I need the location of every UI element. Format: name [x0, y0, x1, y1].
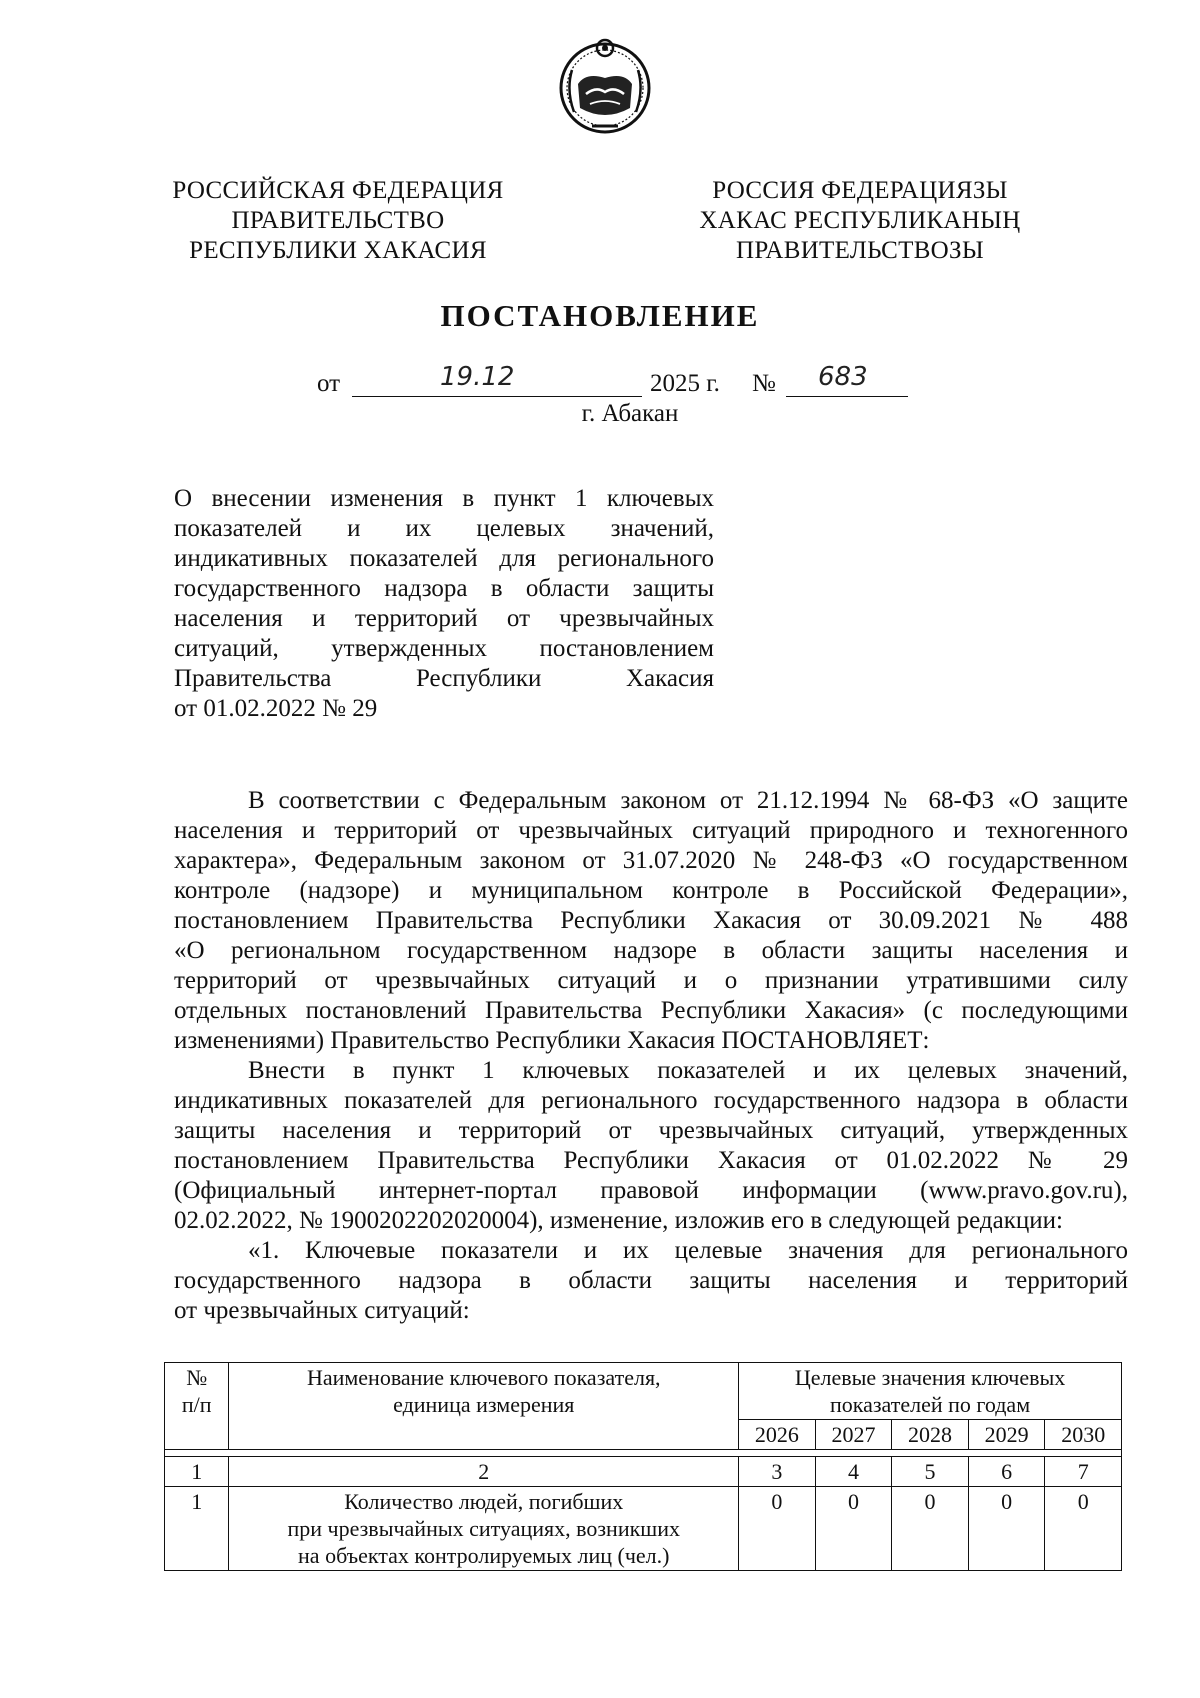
subject-line: показателей и их целевых значений,: [174, 515, 714, 542]
body-line: населения и территорий от чрезвычайных ситуаций природного и техногенного: [174, 817, 1128, 844]
year-header: 2026: [739, 1420, 816, 1450]
subject-line: индикативных показателей для регионального: [174, 545, 714, 572]
subject-line: населения и территорий от чрезвычайных: [174, 605, 714, 632]
year-header: 2028: [892, 1420, 969, 1450]
body-line: (Официальный интернет-портал правовой информации (www.pravo.gov.ru),: [174, 1177, 1128, 1204]
body-line: «1. Ключевые показатели и их целевые значения для регионального: [248, 1237, 1128, 1264]
table-numbering-row: [165, 1457, 1122, 1487]
numbering-cell: 2: [229, 1457, 739, 1487]
table-row: [165, 1487, 1122, 1571]
handwritten-date: 19.12: [440, 362, 515, 392]
body-line: индикативных показателей для регионального государственного надзора в области: [174, 1087, 1128, 1114]
body-line: изменениями) Правительство Республики Хакасия ПОСТАНОВЛЯЕТ:: [174, 1027, 930, 1054]
date-line: [0, 362, 1200, 400]
subject-line: О внесении изменения в пункт 1 ключевых: [174, 485, 714, 512]
body-line: отдельных постановлений Правительства Республики Хакасия» (с последующими: [174, 997, 1128, 1024]
numbering-cell: 5: [892, 1457, 969, 1487]
kpi-table: [164, 1362, 1122, 1571]
header-right-line: ХАКАС РЕСПУБЛИКАНЫҢ: [699, 207, 1021, 234]
row-value-cell: 0: [815, 1487, 892, 1571]
body-line: постановлением Правительства Республики Хакасия от 01.02.2022 № 29: [174, 1147, 1128, 1174]
col-name-header: Наименование ключевого показателя, единица измерения: [229, 1363, 739, 1450]
body-text: [174, 786, 1128, 1326]
table-header-row: [165, 1363, 1122, 1420]
header-right-line: РОССИЯ ФЕДЕРАЦИЯЗЫ: [712, 177, 1008, 204]
body-line: В соответствии с Федеральным законом от 21.12.1994 № 68-ФЗ «О защите: [248, 787, 1128, 814]
table-spacer-cell: [165, 1450, 1122, 1457]
body-line: государственного надзора в области защиты населения и территорий: [174, 1267, 1128, 1294]
row-value-cell: 0: [1045, 1487, 1122, 1571]
header-left-line: ПРАВИТЕЛЬСТВО: [231, 207, 445, 234]
subject-block: [174, 484, 714, 724]
body-line: «О региональном государственном надзоре в области защиты населения и: [174, 937, 1128, 964]
header-left-block: [128, 176, 548, 266]
document-title: ПОСТАНОВЛЕНИЕ: [440, 298, 760, 333]
table-spacer-row: [165, 1450, 1122, 1457]
numbering-cell: 7: [1045, 1457, 1122, 1487]
date-from-label: от: [317, 370, 341, 397]
year-header: 2029: [968, 1420, 1045, 1450]
body-line: от чрезвычайных ситуаций:: [174, 1297, 470, 1324]
date-year: 2025 г.: [650, 370, 720, 397]
numbering-cell: 4: [815, 1457, 892, 1487]
body-line: постановлением Правительства Республики Хакасия от 30.09.2021 № 488: [174, 907, 1128, 934]
body-line: характера», Федеральным законом от 31.07.2020 № 248-ФЗ «О государственном: [174, 847, 1128, 874]
subject-line: государственного надзора в области защиты: [174, 575, 714, 602]
header-left-line: РОССИЙСКАЯ ФЕДЕРАЦИЯ: [172, 177, 504, 204]
header-right-block: [680, 176, 1040, 266]
year-header: 2030: [1045, 1420, 1122, 1450]
body-line: Внести в пункт 1 ключевых показателей и их целевых значений,: [248, 1057, 1128, 1084]
row-value-cell: 0: [892, 1487, 969, 1571]
header-right-line: ПРАВИТЕЛЬСТВОЗЫ: [736, 237, 984, 264]
body-line: контроле (надзоре) и муниципальном контроле в Российской Федерации»,: [174, 877, 1128, 904]
row-value-cell: 0: [739, 1487, 816, 1571]
numbering-cell: 6: [968, 1457, 1045, 1487]
subject-line: от 01.02.2022 № 29: [174, 695, 378, 722]
year-header: 2027: [815, 1420, 892, 1450]
body-line: 02.02.2022, № 1900202202020004), изменение, изложив его в следующей редакции:: [174, 1207, 1063, 1234]
city-name: г. Абакан: [581, 400, 679, 427]
body-line: защиты населения и территорий от чрезвычайных ситуаций, утвержденных: [174, 1117, 1128, 1144]
row-value-cell: 0: [968, 1487, 1045, 1571]
col-target-header: Целевые значения ключевых показателей по годам: [739, 1363, 1122, 1420]
city-line: [0, 400, 1200, 428]
number-sign: №: [752, 370, 776, 397]
handwritten-number: 683: [818, 362, 868, 392]
subject-line: Правительства Республики Хакасия: [174, 665, 714, 692]
body-line: территорий от чрезвычайных ситуаций и о признании утратившими силу: [174, 967, 1128, 994]
numbering-cell: 3: [739, 1457, 816, 1487]
row-num-cell: 1: [165, 1487, 229, 1571]
subject-line: ситуаций, утвержденных постановлением: [174, 635, 714, 662]
row-name-cell: Количество людей, погибших при чрезвычайных ситуациях, возникших на объектах контролируемых лиц (чел.): [229, 1487, 739, 1571]
header-left-line: РЕСПУБЛИКИ ХАКАСИЯ: [189, 237, 487, 264]
col-num-header: № п/п: [165, 1363, 229, 1450]
numbering-cell: 1: [165, 1457, 229, 1487]
coat-of-arms-emblem: [556, 34, 654, 138]
